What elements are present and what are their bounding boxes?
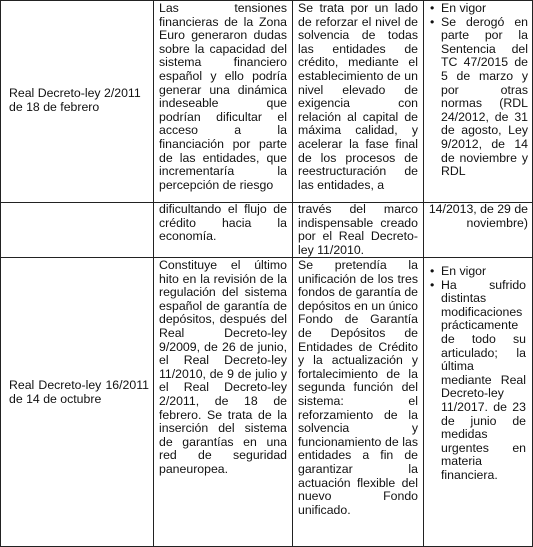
row1-objective: Se trata por un lado de reforzar el nivel de solvencia de todas las entidades de crédito, mediante el establecimiento de un nivel elevado de exigencia con relación al capital de máxima calidad, y acelerar la fase final de los procesos de reestructuración de las entidades, a xyxy=(298,2,418,192)
row1-context: Las tensiones financieras de la Zona Euro generaron dudas sobre la capacidad del sistema financiero español y ello podría generar una dinámica indeseable que podrían dificultar el acceso a la financiación por parte de las entidades, que incrementaría la percepción de riesgo xyxy=(159,2,287,192)
row2-status-item: • En vigor xyxy=(428,265,526,279)
row1-status-item: • En vigor xyxy=(428,2,528,16)
table-left-border xyxy=(0,0,1,547)
row2-status xyxy=(428,265,526,483)
row2-status-list xyxy=(428,265,526,483)
row1-title: Real Decreto-ley 2/2011 de 18 de febrero xyxy=(9,87,141,114)
column-border-1 xyxy=(153,0,154,547)
row2-title: Real Decreto-ley 16/2011 de 14 de octubre xyxy=(9,379,149,406)
row1-status-item: • Se derogó en parte por la Sentencia del TC 47/2015 de 5 de marzo y por otras normas (RDL 24/2012, de 31 de agosto, Ley 9/2012, de 14 de noviembre y RDL xyxy=(428,16,528,179)
row1-status-list xyxy=(428,2,528,179)
row1-status-continued: 14/2013, de 29 de noviembre) xyxy=(428,203,528,230)
row1-status xyxy=(428,2,528,179)
row1-context-continued: dificultando el flujo de crédito hacia la economía. xyxy=(159,203,287,244)
table-top-border xyxy=(0,0,533,1)
row2-context: Constituye el último hito en la revisión de la regulación del sistema español de garantía de depósitos, después del Real Decreto-ley 9/2009, de 26 de junio, el Real Decreto-ley 11/2010, de 9 de julio y el Real Decreto-ley 2/2011, de 18 de febrero. Se trata de la inserción del sistema de garantías en una red de seguridad paneuropea. xyxy=(159,259,287,476)
row2-objective: Se pretendía la unificación de los tres fondos de garantía de depósitos en un único Fondo de Garantía de Depósitos de Entidades de Crédito y la actualización y fortalecimiento de la segunda función del sistema: el reforzamiento de la solvencia y funcionamiento de las entidades a fin de garantizar la actuación flexible del nuevo Fondo unificado. xyxy=(298,259,418,517)
row-separator xyxy=(0,257,533,258)
column-border-2 xyxy=(292,0,293,547)
row1-objective-continued: través del marco indispensable creado por el Real Decreto-ley 11/2010. xyxy=(298,203,418,257)
column-border-3 xyxy=(423,0,424,547)
row2-status-item: • Ha sufrido distintas modificaciones prácticamente de todo su articulado; la última mediante Real Decreto-ley 11/2017. de 23 de junio de medidas urgentes en materia financiera. xyxy=(428,279,526,483)
